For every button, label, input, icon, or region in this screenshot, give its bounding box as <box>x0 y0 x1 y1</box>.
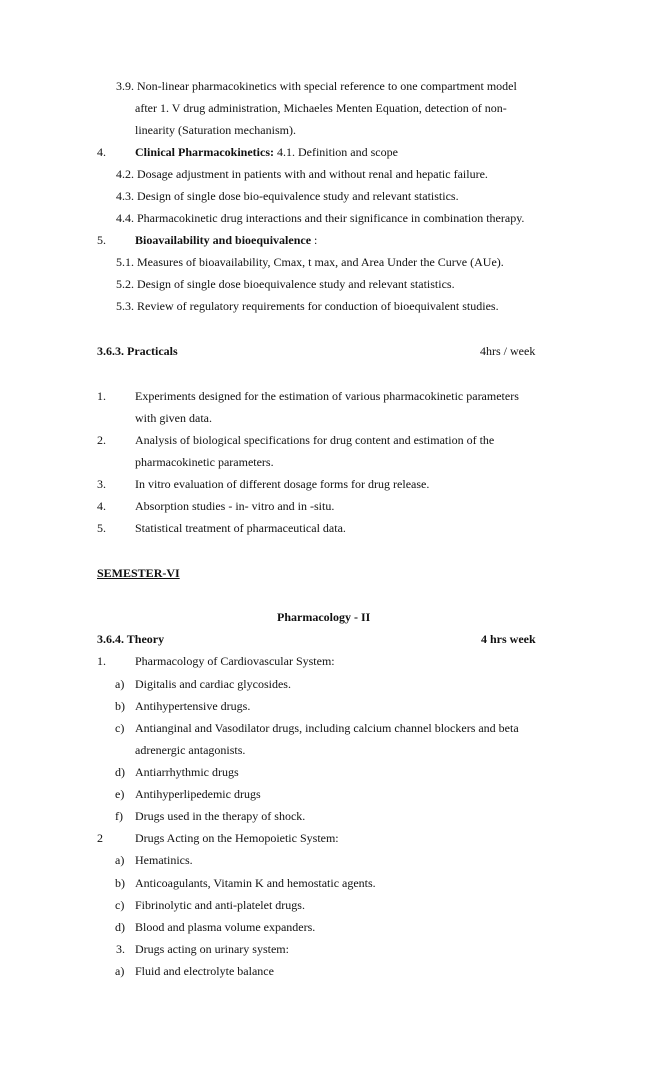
section-5-heading <box>135 233 317 247</box>
topic-title: Pharmacology of Cardiovascular System: <box>135 654 335 668</box>
list-letter: a) <box>115 677 125 691</box>
list-item: Anticoagulants, Vitamin K and hemostatic agents. <box>135 876 376 890</box>
theory-hours: 4 hrs week <box>481 632 536 646</box>
list-item: Antihypertensive drugs. <box>135 699 251 713</box>
topic-number: 2 <box>97 831 103 845</box>
list-item-continued: adrenergic antagonists. <box>135 743 246 757</box>
practical-item-line: Statistical treatment of pharmaceutical data. <box>135 521 346 535</box>
practical-number: 4. <box>97 499 106 513</box>
list-letter: b) <box>115 876 125 890</box>
topic-number: 1. <box>97 654 106 668</box>
practical-item-line: with given data. <box>135 411 212 425</box>
practical-number: 5. <box>97 521 106 535</box>
section-5-title: Bioavailability and bioequivalence <box>135 233 312 247</box>
list-item: Antihyperlipedemic drugs <box>135 787 261 801</box>
section-3-9-line-2: after 1. V drug administration, Michaeles Menten Equation, detection of non- <box>135 101 507 115</box>
section-5-number: 5. <box>97 233 106 247</box>
list-item: Hematinics. <box>135 853 193 867</box>
section-4-subtitle: 4.1. Definition and scope <box>273 145 398 159</box>
section-4-item: 4.4. Pharmacokinetic drug interactions and their significance in combination therapy. <box>116 211 525 225</box>
list-item: Blood and plasma volume expanders. <box>135 920 316 934</box>
list-letter: c) <box>115 721 125 735</box>
list-letter: a) <box>115 853 125 867</box>
practical-number: 1. <box>97 389 106 403</box>
section-3-9-line-3: linearity (Saturation mechanism). <box>135 123 296 137</box>
list-item: Antianginal and Vasodilator drugs, including calcium channel blockers and beta <box>135 721 519 735</box>
list-letter: e) <box>115 787 125 801</box>
semester-heading: SEMESTER-VI <box>97 566 180 580</box>
list-letter: b) <box>115 699 125 713</box>
list-item: Fluid and electrolyte balance <box>135 964 274 978</box>
practical-item-line: Absorption studies - in- vitro and in -situ. <box>135 499 335 513</box>
section-4-title: Clinical Pharmacokinetics: <box>135 145 274 159</box>
list-letter: a) <box>115 964 125 978</box>
list-letter: d) <box>115 920 125 934</box>
practical-item-line: In vitro evaluation of different dosage forms for drug release. <box>135 477 430 491</box>
section-5-item: 5.2. Design of single dose bioequivalence study and relevant statistics. <box>116 277 455 291</box>
list-item: Fibrinolytic and anti-platelet drugs. <box>135 898 305 912</box>
list-letter: d) <box>115 765 125 779</box>
list-item: Drugs used in the therapy of shock. <box>135 809 306 823</box>
section-4-number: 4. <box>97 145 106 159</box>
section-4-heading <box>135 145 398 159</box>
topic-title: Drugs acting on urinary system: <box>135 942 289 956</box>
list-item: Digitalis and cardiac glycosides. <box>135 677 291 691</box>
list-letter: f) <box>115 809 123 823</box>
section-5-suffix: : <box>311 233 318 247</box>
list-letter: c) <box>115 898 125 912</box>
topic-title: Drugs Acting on the Hemopoietic System: <box>135 831 339 845</box>
list-item: Antiarrhythmic drugs <box>135 765 239 779</box>
section-4-item: 4.3. Design of single dose bio-equivalence study and relevant statistics. <box>116 189 459 203</box>
section-3-9-line-1: 3.9. Non-linear pharmacokinetics with special reference to one compartment model <box>116 79 517 93</box>
practical-item-line: pharmacokinetic parameters. <box>135 455 274 469</box>
pharmacology-title: Pharmacology - II <box>277 610 371 624</box>
practical-item-line: Analysis of biological specifications for drug content and estimation of the <box>135 433 495 447</box>
section-5-item: 5.1. Measures of bioavailability, Cmax, t max, and Area Under the Curve (AUe). <box>116 255 504 269</box>
practicals-heading: 3.6.3. Practicals <box>97 344 178 358</box>
practicals-hours: 4hrs / week <box>480 344 536 358</box>
practical-number: 2. <box>97 433 106 447</box>
section-5-item: 5.3. Review of regulatory requirements for conduction of bioequivalent studies. <box>116 299 499 313</box>
theory-heading: 3.6.4. Theory <box>97 632 165 646</box>
section-4-item: 4.2. Dosage adjustment in patients with and without renal and hepatic failure. <box>116 167 488 181</box>
topic-number: 3. <box>116 942 125 956</box>
practical-number: 3. <box>97 477 106 491</box>
practical-item-line: Experiments designed for the estimation of various pharmacokinetic parameters <box>135 389 519 403</box>
